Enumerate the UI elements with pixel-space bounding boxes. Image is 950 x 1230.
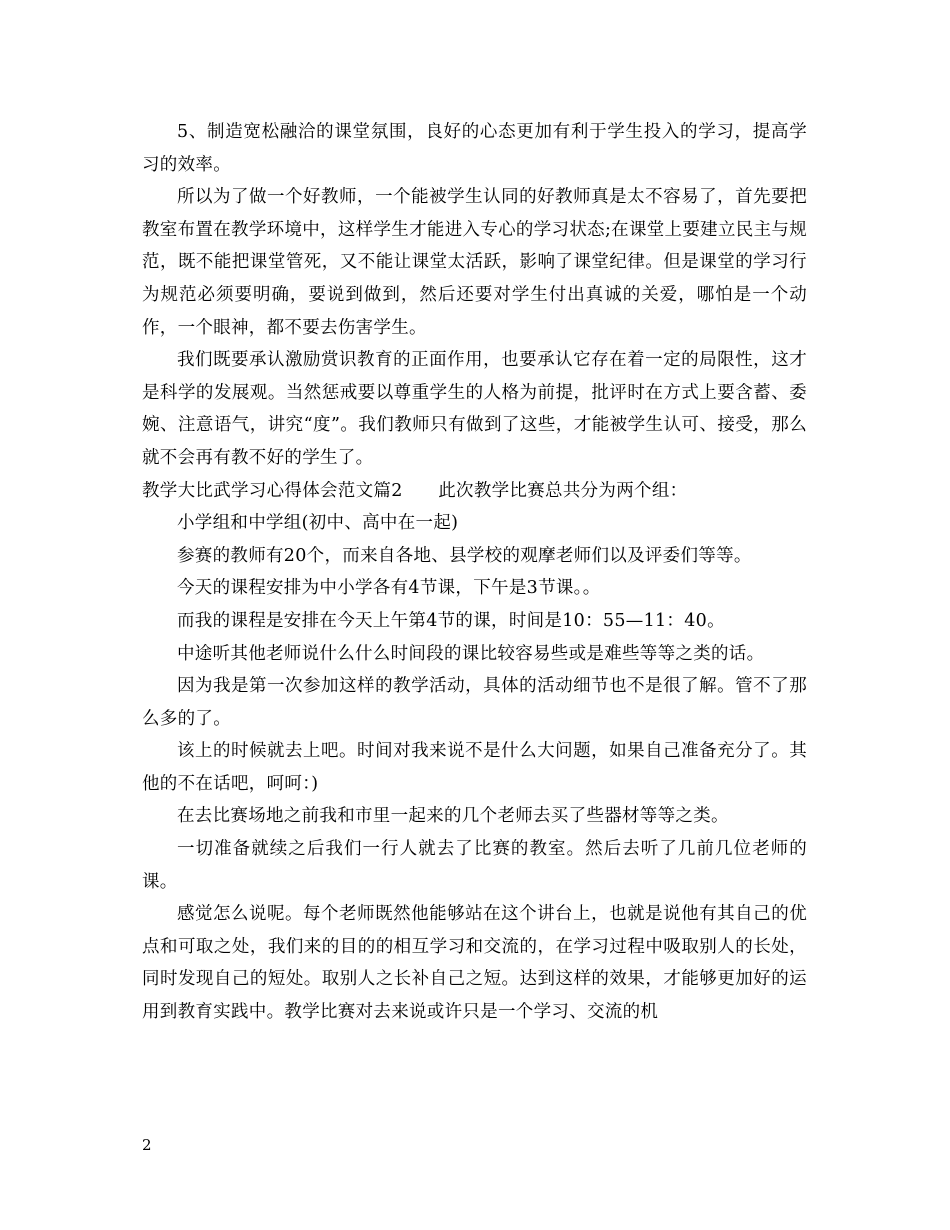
section-heading-line: 教学大比武学习心得体会范文篇2 此次教学比赛总共分为两个组： [142,480,688,501]
paragraph-11: 该上的时候就去上吧。时间对我来说不是什么大问题，如果自己准备充分了。其他的不在话吧，呵呵：) [142,741,807,794]
paragraph-12: 在去比赛场地之前我和市里一起来的几个老师去买了些器材等等之类。 [177,806,729,827]
paragraph-14: 感觉怎么说呢。每个老师既然他能够站在这个讲台上，也就是说他有其自己的优点和可取之处，我们来的目的的相互学习和交流的，在学习过程中吸取别人的长处，同时发现自己的短处。取别人之长补自己之短。达到这样的效果，才能够更加好的运用到教育实践中。教学比赛对去来说或许只是一个学习、交流的机 [142,904,807,1023]
paragraph-9: 中途听其他老师说什么什么时间段的课比较容易些或是难些等等之类的话。 [177,643,765,664]
paragraph-6: 参赛的教师有20个，而来自各地、县学校的观摩老师们以及评委们等等。 [177,545,752,566]
document-body [142,116,807,1029]
paragraph-7: 今天的课程安排为中小学各有4节课，下午是3节课。。 [177,578,601,599]
paragraph-1: 5、制造宽松融洽的课堂氛围，良好的心态更加有利于学生投入的学习，提高学习的效率。 [142,122,807,175]
paragraph-2: 所以为了做一个好教师，一个能被学生认同的好教师真是太不容易了，首先要把教室布置在教学环境中，这样学生才能进入专心的学习状态;在课堂上要建立民主与规范，既不能把课堂管死，又不能让课堂太活跃，影响了课堂纪律。但是课堂的学习行为规范必须要明确，要说到做到，然后还要对学生付出真诚的关爱，哪怕是一个动作，一个眼神，都不要去伤害学生。 [142,187,807,338]
paragraph-5: 小学组和中学组(初中、高中在一起) [177,513,459,534]
paragraph-13: 一切准备就续之后我们一行人就去了比赛的教室。然后去听了几前几位老师的课。 [142,839,807,892]
paragraph-10: 因为我是第一次参加这样的教学活动，具体的活动细节也不是很了解。管不了那么多的了。 [142,676,807,729]
paragraph-3: 我们既要承认激励赏识教育的正面作用，也要承认它存在着一定的局限性，这才是科学的发展观。当然惩戒要以尊重学生的人格为前提，批评时在方式上要含蓄、委婉、注意语气，讲究“度”。我们教师只有做到了这些，才能被学生认可、接受，那么就不会再有教不好的学生了。 [142,350,807,468]
page-number: 2 [142,1136,152,1154]
paragraph-8: 而我的课程是安排在今天上午第4节的课，时间是10：55—11：40。 [177,610,725,631]
